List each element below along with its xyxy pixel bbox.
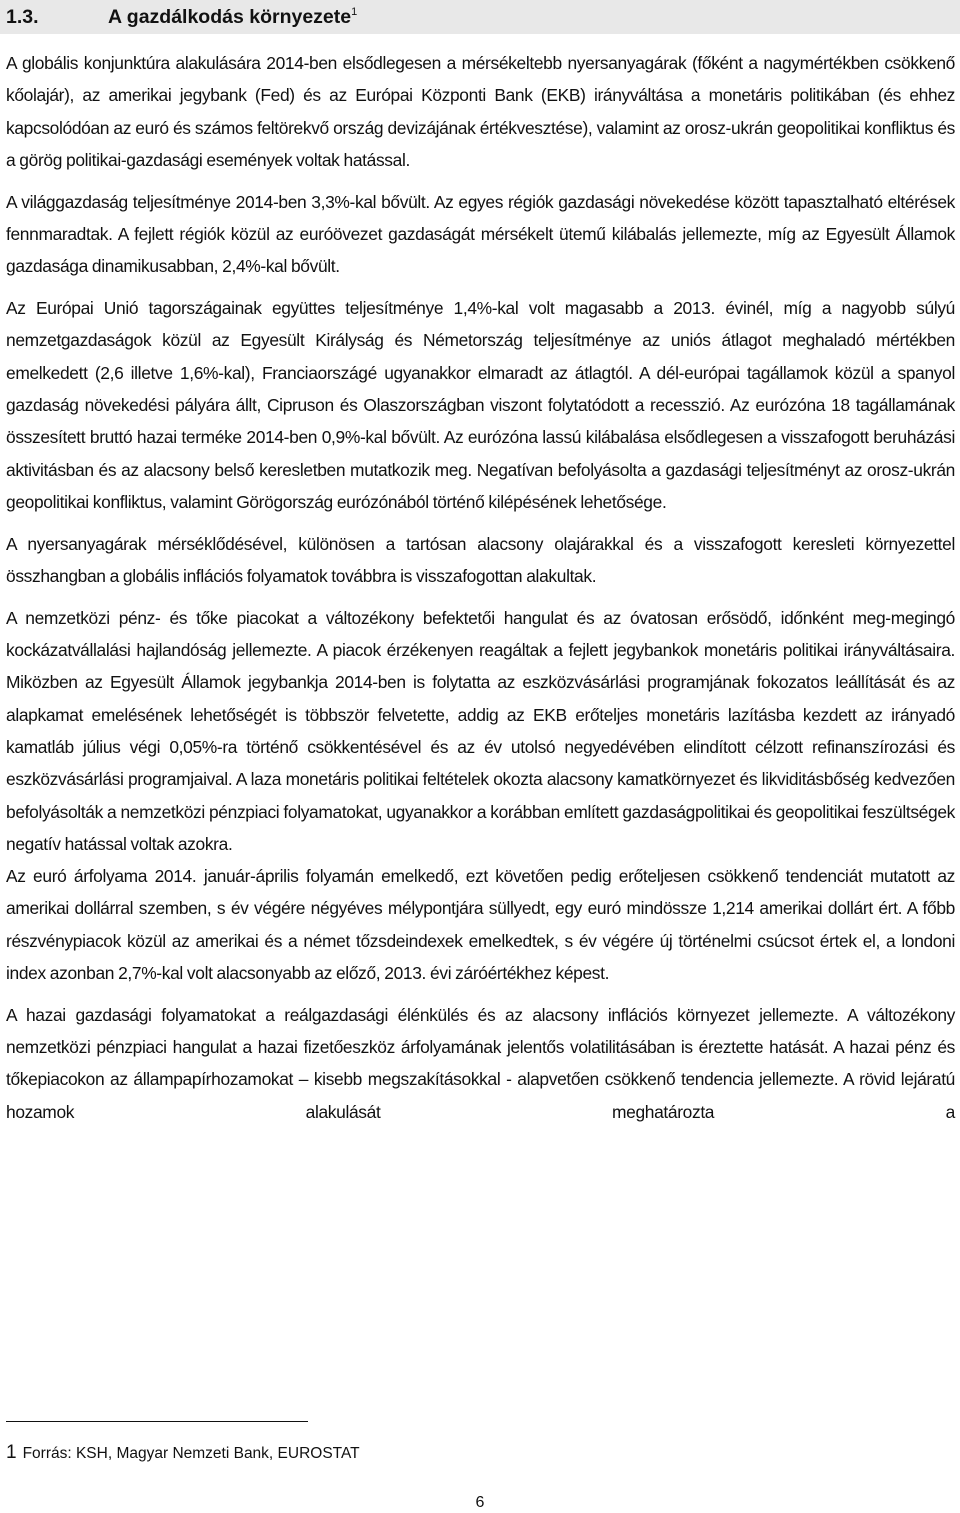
footnote-mark: 1 [6,1442,17,1463]
section-number: 1.3. [6,6,39,28]
paragraph-inflation: A nyersanyagárak mérséklődésével, különösen a tartósan alacsony olajárakkal és a visszafogott keresleti környezettel összhangban a globális inflációs folyamatok továbbra is visszafogottan alakultak. [6,533,955,586]
footnote-reference[interactable]: 1 [351,6,358,18]
body-text [6,47,955,1128]
section-title: A gazdálkodás környezete [108,6,352,28]
paragraph-exchange-rates: Az euró árfolyama 2014. január-április folyamán emelkedő, ezt követően pedig erőteljesen csökkenő tendenciát mutatott az amerikai dollárral szemben, s év végére négyéves mélypontjára süllyedt, egy euró mindössze 1,214 amerikai dollárt ért. A főbb részvénypiacok közül az amerikai és a német tőzsdeindexek emelkedtek, s év végére új történelmi csúcsot értek el, a londoni index azonban 2,7%-kal volt alacsonyabb az előző, 2013. évi záróértékhez képest. [6,866,955,984]
page-number: 6 [475,1494,485,1511]
paragraph-domestic-economy: A hazai gazdasági folyamatokat a reálgazdasági élénkülés és az alacsony inflációs környezet jellemezte. A változékony nemzetközi pénzpiaci hangulat a hazai fizetőeszköz árfolyamának jelentős volatilitásában is éreztette hatását. A hazai pénz és tőkepiacokon az állampapírhozamokat – kisebb megszakításokkal - alapvetően csökkenő tendencia jellemezte. A rövid lejáratú hozamok alakulását meghatározta a [6,1004,955,1122]
paragraph-global-economy: A globális konjunktúra alakulására 2014-ben elsődlegesen a mérsékeltebb nyersanyagárak (főként a nagymértékben csökkenő kőolajár), az amerikai jegybank (Fed) és az Európai Központi Bank (EKB) irányváltása a monetáris politikában (és ehhez kapcsolódóan az euró és számos feltörekvő ország devizájának értékvesztése), valamint az orosz-ukrán geopolitikai konfliktus és a görög politikai-gazdasági események voltak hatással. [6,53,955,170]
footnote [6,1440,360,1467]
paragraph-world-economy: A világgazdaság teljesítménye 2014-ben 3,3%-kal bővült. Az egyes régiók gazdasági növekedése között tapasztalható eltérések fennmaradtak. A fejlett régiók közül az euróövezet gazdaságát mérsékelt ütemű kilábalás jellemezte, míg az Egyesült Államok gazdasága dinamikusabban, 2,4%-kal bővült. [6,191,955,277]
section-heading [6,3,357,31]
paragraph-money-markets: A nemzetközi pénz- és tőke piacokat a változékony befektetői hangulat és az óvatosan erősödő, időnként meg-megingó kockázatvállalási hajlandóság jellemezte. A piacok érzékenyen reagáltak a fejlett jegybankok monetáris politikai irányváltásaira. Miközben az Egyesült Államok jegybankja 2014-ben is folytatta az eszközvásárlási programjának fokozatos leállítását és az alapkamat emelésének lehetőségét is többször felvetette, addig az EKB erőteljes monetáris lazításba kezdett az irányadó kamatláb július végi 0,05%-ra történő csökkentésével és az év utolsó negyedévében elindított célzott refinanszírozási és eszközvásárlási programjaival. A laza monetáris politikai feltételek okozta alacsony kamatkörnyezet és likviditásbőség kedvezően befolyásolták a nemzetközi pénzpiaci folyamatokat, ugyanakkor a korábban említett gazdaságpolitikai és geopolitikai feszültségek negatív hatással voltak azokra. [6,607,955,854]
paragraph-european-union: Az Európai Unió tagországainak együttes teljesítménye 1,4%-kal volt magasabb a 2013. évinél, míg a nagyobb súlyú nemzetgazdaságok közül az Egyesült Királyság és Németország teljesítménye az uniós átlagot meghaladó mértékben emelkedett (2,6 illetve 1,6%-kal), Franciaországé ugyanakkor elmaradt az átlagtól. A dél-európai tagállamok közül a spanyol gazdaság növekedési pályára állt, Cipruson és Olaszországban viszont folytatódott a recesszió. Az eurózóna 18 tagállamának összesített bruttó hazai terméke 2014-ben 0,9%-kal bővült. Az eurózóna lassú kilábalása elsődlegesen a visszafogott beruházási aktivitásban és az alacsony belső keresletben mutatkozik meg. Negatívan befolyásolta a gazdasági teljesítményt az orosz-ukrán geopolitikai konfliktus, valamint Görögország eurózónából történő kilépésének lehetősége. [6,298,955,512]
footnote-divider [6,1421,308,1422]
footnote-text: Forrás: KSH, Magyar Nemzeti Bank, EUROSTAT [22,1445,360,1462]
